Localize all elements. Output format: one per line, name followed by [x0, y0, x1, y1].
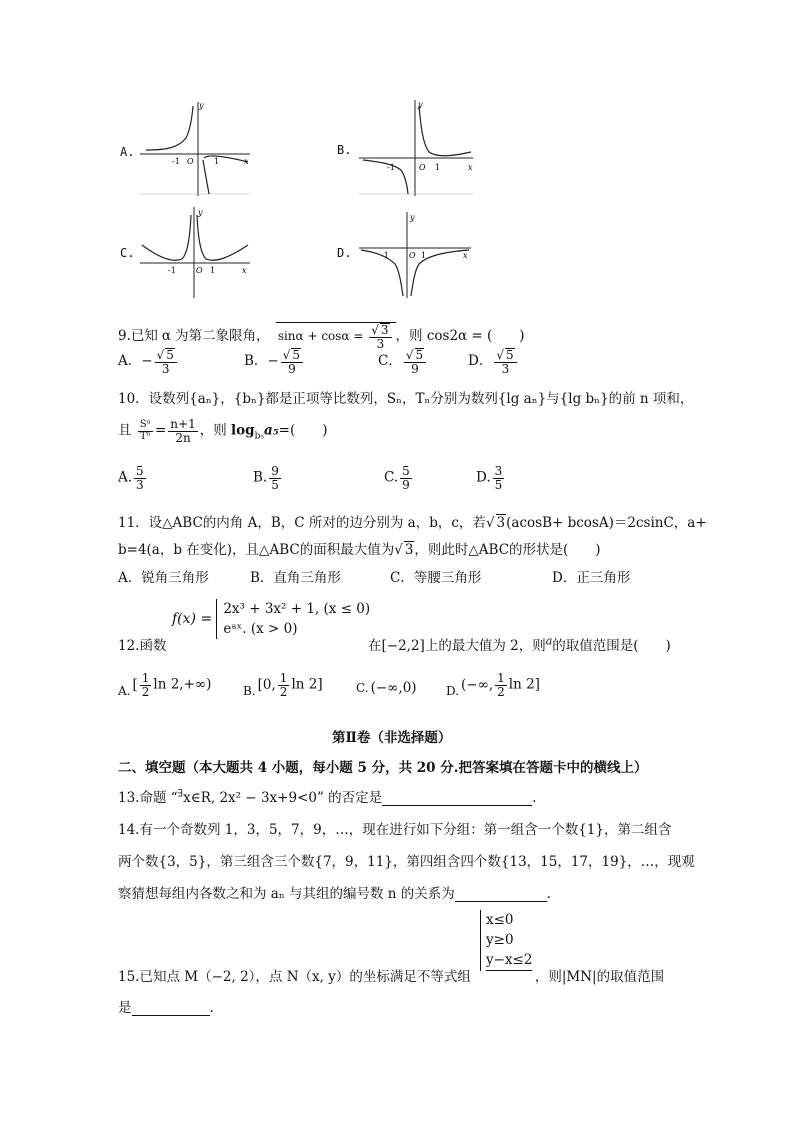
q11-line1: 11．设△ABC的内角 A，B，C 所对的边分别为 a，b，c，若√ 3(acosB+ bcosA)＝2csinC，a+ — [118, 515, 707, 531]
q12-label: 12.函数 — [118, 638, 167, 654]
q14-line2: 两个数{3，5}，第三组含三个数{7，9，11}，第四组含四个数{13，15，17，19}，…，现观 — [118, 854, 695, 870]
svg-text:O: O — [196, 266, 203, 275]
q8-option-d-label: D. — [337, 246, 352, 260]
alpha-symbol: α — [161, 328, 172, 345]
svg-text:x: x — [468, 163, 473, 172]
q11-option-c[interactable]: C．等腰三角形 — [390, 570, 482, 586]
q11-option-d[interactable]: D．正三角形 — [552, 570, 631, 586]
q12-option-b[interactable]: B. [0, $\frac{1}{2}$ ln 2] — [243, 671, 323, 699]
q9-option-a[interactable]: A．− $\frac{√ 5}{3}$ — [118, 348, 179, 375]
svg-text:y: y — [199, 101, 204, 110]
svg-text:x: x — [244, 157, 249, 166]
q9-stem: 9.已知 α 为第二象限角， sinα + cosα = $\frac{√ 3}{3}$ ，则 cos2α = ( ) — [118, 323, 525, 351]
q11-line2: b=4(a，b 在变化)，且△ABC的面积最大值为√ 3，则此时△ABC的形状是( ) — [118, 542, 601, 558]
svg-text:-1: -1 — [168, 266, 176, 275]
q10-line1: 10．设数列{aₙ}，{bₙ}都是正项等比数列，Sₙ，Tₙ分别为数列{lg aₙ}与{lg bₙ}的前 n 项和， — [118, 391, 694, 407]
piecewise-brace: 2x³ + 3x² + 1, (x ≤ 0) eᵃˣ. (x > 0) — [216, 599, 370, 639]
q14-line1: 14.有一个奇数列 1，3，5，7，9，…，现在进行如下分组：第一组含一个数{1}，第二组含 — [118, 822, 672, 838]
svg-text:O: O — [419, 163, 426, 172]
q8-graph-d — [357, 210, 475, 300]
svg-text:O: O — [187, 157, 194, 166]
q11-option-a[interactable]: A．锐角三角形 — [118, 570, 209, 586]
svg-text:O: O — [409, 251, 416, 260]
q10-line2: 且 $\frac{\text{Sⁿ}}{\text{Tⁿ}}$ = $\frac{n+1}{2n}$ ，则 $\log_{b_5}a_5=$( ) — [118, 417, 328, 445]
q12-option-d[interactable]: D. (−∞, $\frac{1}{2}$ ln 2] — [446, 671, 540, 699]
q12-stem-tail: 在[−2,2]上的最大值为 2，则$^a$的取值范围是( ) — [368, 634, 671, 654]
q15-answer-blank[interactable] — [132, 1001, 210, 1016]
svg-text:y: y — [410, 213, 415, 222]
svg-text:-1: -1 — [172, 157, 180, 166]
q11-option-b[interactable]: B．直角三角形 — [250, 570, 341, 586]
q15-line1: 15.已知点 M（−2, 2），点 N（x, y）的坐标满足不等式组 ，则|MN|的取值范围 — [118, 969, 665, 985]
q15-inequality-system: x≤0 y≥0 y−x≤2 — [480, 910, 532, 971]
section-title: 第Ⅱ卷（非选择题） — [332, 730, 452, 746]
q14-line3: 察猜想每组内各数之和为 aₙ 与其组的编号数 n 的关系为 . — [118, 886, 552, 902]
svg-text:y: y — [418, 100, 423, 109]
q8-option-b-label: B. — [337, 143, 352, 157]
q13-line: 13.命题 “∃x∈R, 2x² − 3x+9<0” 的否定是 . — [118, 788, 537, 806]
svg-text:x: x — [463, 251, 468, 260]
q10-option-d[interactable]: D. $\frac{3}{5}$ — [476, 464, 503, 492]
svg-text:1: 1 — [435, 163, 441, 172]
q8-graph-b — [357, 98, 477, 198]
svg-text:x: x — [242, 266, 247, 275]
q8-graph-a — [138, 98, 253, 198]
svg-text:1: 1 — [214, 157, 220, 166]
q8-option-c-label: C. — [120, 246, 135, 260]
svg-text:y: y — [198, 208, 203, 217]
svg-text:-1: -1 — [387, 163, 395, 172]
q15-line2: 是 . — [118, 1000, 214, 1016]
q10-option-b[interactable]: B. $\frac{9}{5}$ — [253, 464, 279, 492]
q12-option-c[interactable]: C. (−∞,0) — [356, 680, 417, 696]
q10-option-a[interactable]: A. $\frac{5}{3}$ — [118, 464, 144, 492]
svg-text:1: 1 — [210, 266, 216, 275]
q13-answer-blank[interactable] — [382, 791, 532, 806]
q14-answer-blank[interactable] — [455, 887, 547, 902]
q8-graph-c — [138, 205, 253, 300]
q10-option-c[interactable]: C. $\frac{5}{9}$ — [384, 464, 410, 492]
q9-option-b[interactable]: B．− $\frac{√ 5}{9}$ — [244, 348, 305, 375]
q9-condition: sinα + cosα = $\frac{√ 3}{3}$ — [276, 322, 396, 350]
q12-function-def: f(x) = 2x³ + 3x² + 1, (x ≤ 0) eᵃˣ. (x > 0) — [172, 601, 371, 637]
fill-in-heading: 二、填空题（本大题共 4 小题，每小题 5 分，共 20 分.把答案填在答题卡中的横线上） — [118, 760, 648, 776]
svg-text:1: 1 — [421, 251, 427, 260]
q12-option-a[interactable]: A. [ $\frac{1}{2}$ ln 2,+∞) — [118, 671, 212, 699]
q8-option-a-label: A. — [120, 145, 135, 159]
svg-text:-1: -1 — [381, 251, 389, 260]
q9-option-c[interactable]: C． $\frac{√ 5}{9}$ — [378, 348, 428, 375]
q9-option-d[interactable]: D． $\frac{√ 5}{3}$ — [468, 348, 519, 375]
